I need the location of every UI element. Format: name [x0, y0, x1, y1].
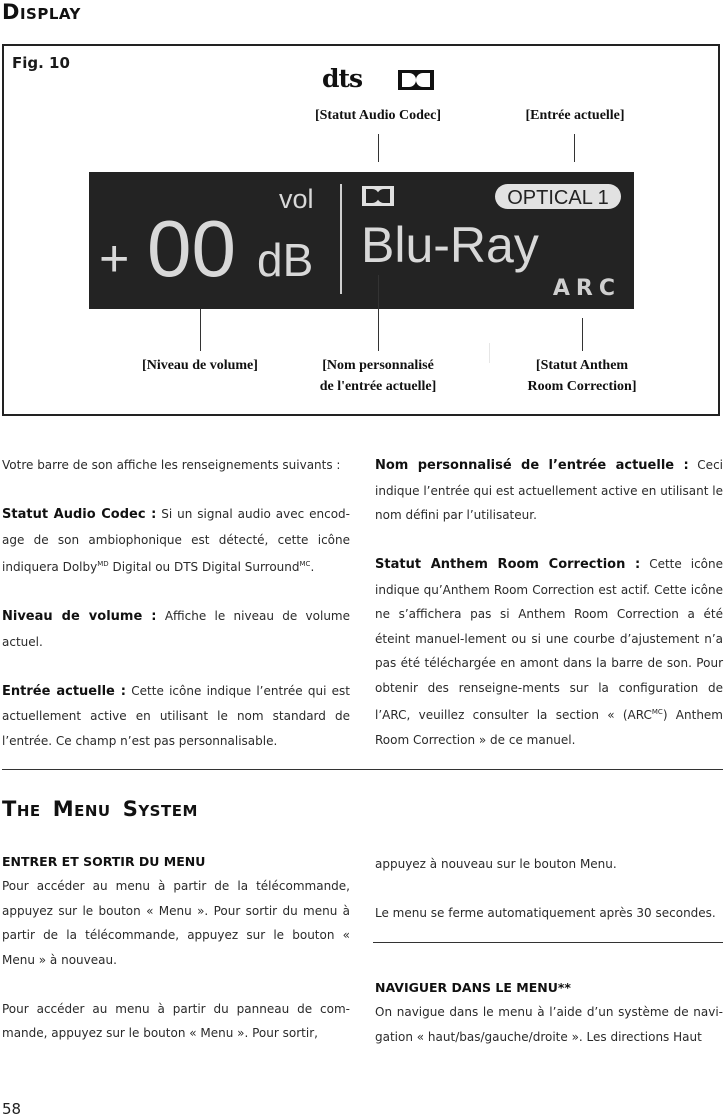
- leader-custom-name: [378, 275, 379, 351]
- enter-paragraph-2-continued: appuyez à nouveau sur le bouton Menu.: [375, 857, 617, 871]
- leader-codec: [378, 134, 379, 162]
- callout-audio-codec: [Statut Audio Codec]: [314, 108, 441, 123]
- custom-name-heading: Nom personnalisé de l’entrée actuelle :: [375, 458, 689, 473]
- display-db-unit: dB: [257, 234, 314, 286]
- menu-title-rest-2: ENU: [74, 802, 111, 820]
- codec-heading: Statut Audio Codec :: [2, 507, 157, 522]
- input-heading: Entrée actuelle :: [2, 683, 127, 699]
- section-title-menu-system: [2, 797, 198, 821]
- menu-title-rest-3: YSTEM: [138, 802, 198, 820]
- page-number: 58: [2, 1100, 22, 1118]
- svg-text:dts: dts: [322, 66, 363, 92]
- display-plus-sign: +: [99, 230, 130, 288]
- display-input-name: Blu-Ray: [361, 217, 539, 273]
- codec-paragraph: [2, 502, 350, 580]
- leader-input: [574, 134, 575, 162]
- input-paragraph: [2, 679, 350, 754]
- leader-volume: [200, 309, 201, 351]
- menu-title-cap-2: M: [52, 797, 75, 821]
- navigate-section: [375, 976, 723, 1049]
- display-volume-value: 00: [147, 204, 236, 293]
- callout-volume-level: [Niveau de volume]: [142, 358, 258, 373]
- callout-custom-name-line1: [Nom personnalisé: [322, 358, 434, 373]
- auto-close-paragraph: Le menu se ferme automatiquement après 30 secondes.: [375, 906, 716, 920]
- display-arc-label: ARC: [552, 276, 621, 301]
- section-title-display: [2, 0, 81, 24]
- callout-custom-name-line2: de l'entrée actuelle]: [319, 379, 437, 394]
- enter-paragraph-2: Pour accéder au menu à partir du panneau de com-mande, appuyez sur le bouton « Menu ». Pour sortir,: [2, 1001, 350, 1040]
- title-rest: ISPLAY: [19, 5, 81, 23]
- codec-sup-mc: MC: [299, 560, 311, 568]
- dts-logo-icon: [320, 66, 382, 92]
- dolby-logo-icon: [398, 70, 434, 90]
- faint-mark: [489, 343, 490, 363]
- display-vol-label: vol: [279, 184, 314, 214]
- soundbar-display: [89, 172, 634, 309]
- menu-title-rest-1: HE: [16, 802, 41, 820]
- navigate-heading: NAVIGUER DANS LE MENU**: [375, 980, 571, 995]
- callout-arc-line2: Room Correction]: [527, 379, 637, 394]
- arc-paragraph: [375, 552, 723, 752]
- display-divider: [340, 184, 342, 294]
- menu-title-cap-3: S: [122, 797, 139, 821]
- custom-name-paragraph: [375, 453, 723, 528]
- display-right-column: [375, 453, 723, 777]
- arc-text-2: ) Anthem Room Correction » de ce manuel.: [375, 708, 723, 747]
- arc-text-1: Cette icône indique qu’Anthem Room Correction est actif. Cette icône ne s’affichera pas si Anthem Room Correction a été éteint manuel-lement ou si une courbe d’ajustement n’a pas été téléchargée en amont dans la barre de son. Pour obtenir des renseigne-ments sur la configuration de l’ARC, veuillez consulter la section « (ARC: [375, 557, 724, 722]
- volume-paragraph: [2, 604, 350, 654]
- input-text: Cette icône indique l’entrée qui est actuellement active en utilisant le nom standard de l’entrée. Ce champ n’est pas personnalisable.: [2, 683, 351, 748]
- display-left-column: [2, 453, 350, 778]
- volume-heading: Niveau de volume :: [2, 609, 157, 624]
- arc-heading: Statut Anthem Room Correction :: [375, 557, 641, 572]
- codec-text-3: .: [310, 560, 315, 574]
- codec-text-2: Digital ou DTS Digital Surround: [108, 560, 300, 574]
- menu-right-column: [375, 852, 723, 938]
- display-input-badge-text: OPTICAL 1: [507, 187, 609, 209]
- menu-left-column: [2, 850, 350, 1046]
- figure-label: Fig. 10: [12, 54, 70, 72]
- title-cap: D: [2, 0, 20, 24]
- menu-title-cap-1: T: [2, 797, 17, 821]
- callout-current-input: [Entrée actuelle]: [525, 108, 625, 123]
- display-intro: Votre barre de son affiche les renseignements suivants :: [2, 458, 341, 472]
- display-graphic: [89, 172, 634, 309]
- navigate-paragraph-1: On navigue dans le menu à l’aide d’un système de navi-gation « haut/bas/gauche/droite ». Les directions Haut: [375, 1005, 723, 1044]
- callout-arc-line1: [Statut Anthem: [535, 358, 629, 373]
- codec-sup-md: MD: [97, 560, 109, 568]
- enter-paragraph-1: Pour accéder au menu à partir de la télécommande, appuyez sur le bouton « Menu ». Pour sortir du menu à partir de la télécommande, appuyez sur le bouton « Menu » à nouveau.: [2, 879, 350, 967]
- column-divider: [373, 942, 723, 943]
- callout-arc-status: [512, 355, 652, 397]
- arc-sup-mc: MC: [651, 708, 663, 716]
- volume-text: Affiche le niveau de volume actuel.: [2, 609, 350, 649]
- enter-exit-heading: ENTRER ET SORTIR DU MENU: [2, 854, 206, 869]
- callout-custom-name: [298, 355, 458, 397]
- custom-name-text: Ceci indique l’entrée qui est actuellement active en utilisant le nom défini par l’utilisateur.: [375, 458, 723, 522]
- codec-text-1: Si un signal audio avec encod-age de son ambiophonique est détecté, cette icône indiquera Dolby: [2, 507, 350, 574]
- leader-arc: [582, 318, 583, 351]
- display-dolby-icon: [362, 186, 394, 206]
- section-divider: [2, 769, 723, 770]
